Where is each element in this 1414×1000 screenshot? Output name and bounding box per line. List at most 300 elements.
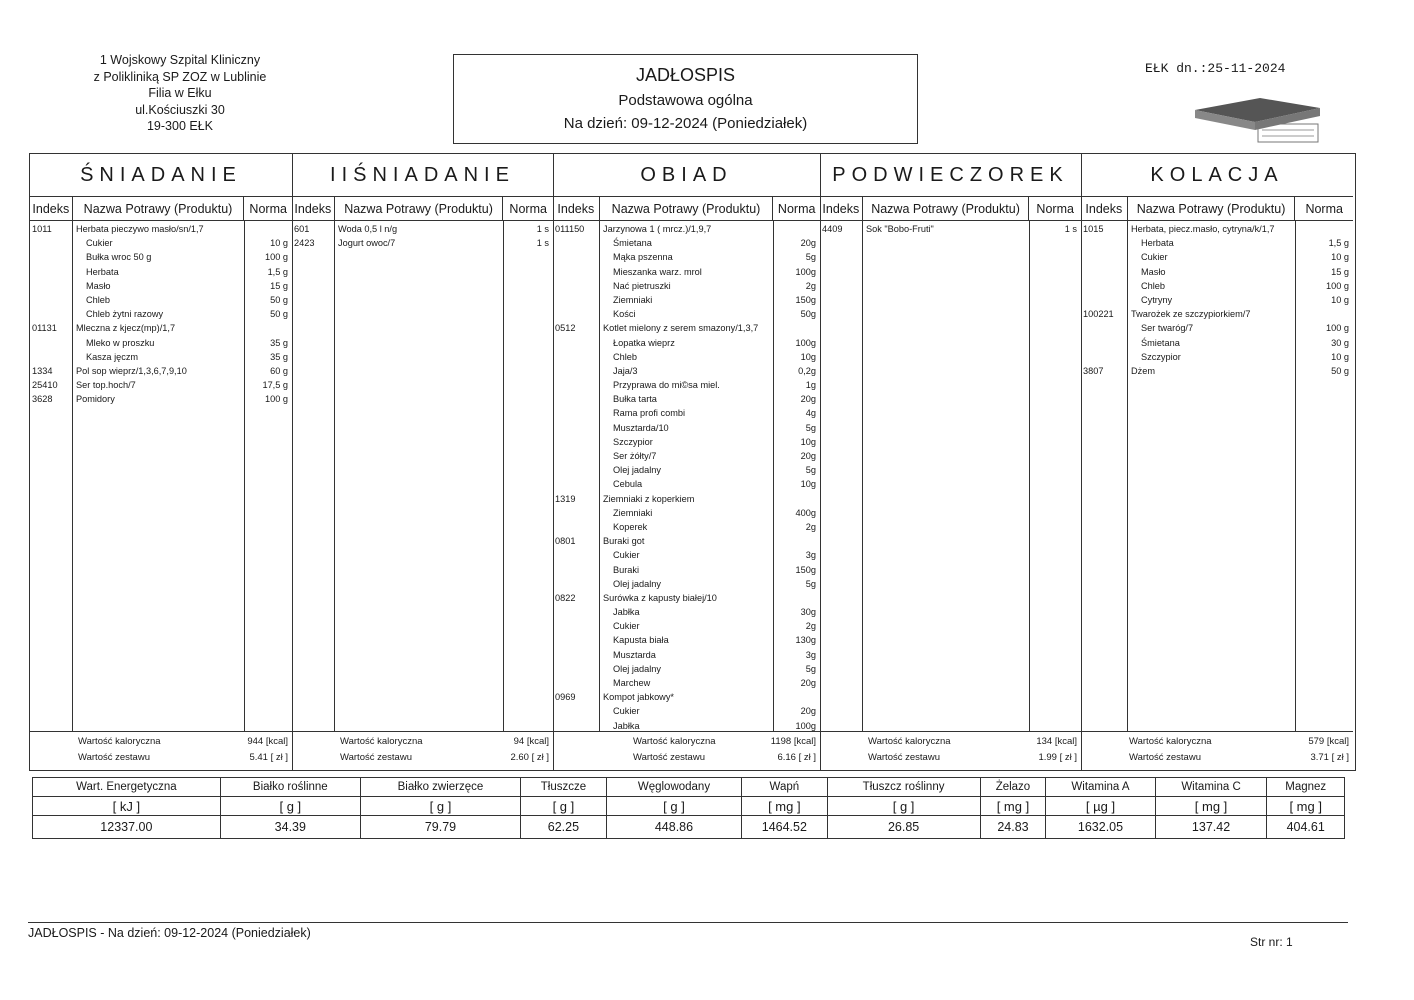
ingredient-name: Koperek: [613, 521, 648, 532]
ingredient-row: [553, 633, 820, 647]
nutrient-unit: [ mg ]: [742, 797, 827, 816]
ingredient-name: Cytryny: [1141, 294, 1173, 305]
portion-norm: 10g: [800, 351, 816, 362]
hospital-line: 1 Wojskowy Szpital Kliniczny: [99, 53, 261, 67]
nutrient-header: Magnez: [1267, 778, 1345, 797]
ingredient-row: [1081, 350, 1353, 364]
ingredient-row: [553, 563, 820, 577]
dish-name: Pol sop wieprz/1,3,6,7,9,10: [76, 365, 187, 376]
ingredient-row: [553, 421, 820, 435]
portion-norm: 20g: [800, 706, 816, 717]
ingredient-name: Olej jadalny: [613, 663, 662, 674]
portion-norm: 35 g: [270, 337, 288, 348]
ingredient-name: Cukier: [613, 550, 640, 561]
ingredient-name: Herbata: [86, 266, 119, 277]
ingredient-row: [30, 293, 292, 307]
ingredient-name: Bułka tarta: [613, 394, 657, 405]
column-header-row: [292, 197, 553, 221]
ingredient-row: [553, 350, 820, 364]
ingredient-name: Cukier: [1141, 252, 1168, 263]
portion-norm: 10 g: [1331, 252, 1349, 263]
ingredient-name: Kapusta biała: [613, 635, 669, 646]
dish-index: 0512: [555, 323, 576, 334]
hospital-line: 19-300 EŁK: [146, 119, 214, 133]
portion-norm: 100g: [795, 337, 816, 348]
portion-norm: 1 s: [1064, 224, 1077, 234]
nutrition-header-row: [33, 778, 1345, 797]
portion-norm: 10g: [800, 479, 816, 490]
portion-norm: 3g: [805, 649, 816, 660]
column-header-row: [1081, 197, 1353, 221]
meal-column: [820, 154, 1082, 770]
page-number: Str nr: 1: [1250, 935, 1293, 949]
ingredient-name: Cebula: [613, 479, 643, 490]
ingredient-name: Chleb żytni razowy: [86, 309, 164, 320]
dish-index: 25410: [32, 380, 58, 391]
meal-items: [1081, 220, 1353, 732]
nutrient-header: Białko zwierzęce: [360, 778, 520, 797]
dish-index: 3628: [32, 394, 53, 405]
portion-norm: 100 g: [1326, 280, 1349, 291]
column-header-norm: Norma: [1305, 201, 1343, 216]
ingredient-row: [553, 463, 820, 477]
portion-norm: 15 g: [270, 280, 288, 291]
portion-norm: 17,5 g: [262, 380, 288, 391]
column-header-index: Indeks: [30, 197, 73, 220]
ingredient-row: [553, 506, 820, 520]
dish-index: 0969: [555, 692, 576, 703]
footer-divider: [28, 922, 1348, 923]
nutrient-unit: [ g ]: [360, 797, 520, 816]
portion-norm: 60 g: [270, 365, 288, 376]
ingredient-row: [553, 435, 820, 449]
dish-row: [30, 392, 292, 406]
meal-title: IIŚNIADANIE: [292, 154, 553, 197]
portion-norm: 130g: [795, 635, 816, 646]
portion-norm: 2g: [805, 280, 816, 291]
cost-value: 2.60 [ zł ]: [510, 752, 549, 763]
column-divider: [1029, 220, 1030, 732]
ingredient-name: Jaja/3: [613, 365, 638, 376]
meal-title: KOLACJA: [1081, 154, 1353, 197]
ingredient-row: [1081, 321, 1353, 335]
ingredient-name: Śmietana: [613, 238, 652, 249]
dish-name: Herbata, piecz.masło, cytryna/k/1,7: [1131, 224, 1275, 234]
ingredient-name: Bułka wroc 50 g: [86, 252, 152, 263]
dish-name: Dżem: [1131, 365, 1155, 376]
portion-norm: 1,5 g: [1328, 238, 1349, 249]
calorie-value: 579 [kcal]: [1308, 736, 1349, 747]
ingredient-name: Marchew: [613, 678, 651, 688]
meal-plan-grid: [29, 153, 1356, 771]
portion-norm: 150g: [795, 564, 816, 575]
portion-norm: 1,5 g: [267, 266, 288, 277]
ingredient-row: [553, 392, 820, 406]
ingredient-name: Kasza jęczm: [86, 351, 139, 362]
portion-norm: 35 g: [270, 351, 288, 362]
ingredient-row: [553, 548, 820, 562]
ingredient-name: Cukier: [86, 238, 113, 249]
meal-column: [30, 154, 293, 770]
ingredient-row: [1081, 293, 1353, 307]
title-box: [453, 54, 918, 144]
dish-index: 601: [294, 224, 310, 234]
ingredient-row: [553, 605, 820, 619]
portion-norm: 20g: [800, 238, 816, 249]
ingredient-row: [30, 265, 292, 279]
ingredient-name: Przyprawa do mi©sa miel.: [613, 380, 720, 391]
column-header-row: [820, 197, 1081, 221]
portion-norm: 400g: [795, 507, 816, 518]
ingredient-row: [553, 704, 820, 718]
portion-norm: 20g: [800, 678, 816, 688]
nutrient-unit: [ g ]: [521, 797, 607, 816]
portion-norm: 5g: [805, 663, 816, 674]
ingredient-name: Chleb: [1141, 280, 1166, 291]
dish-row: [553, 321, 820, 335]
dish-name: Herbata pieczywo masło/sn/1,7: [76, 224, 204, 234]
ingredient-row: [553, 520, 820, 534]
ingredient-row: [553, 477, 820, 491]
calorie-value: 1198 [kcal]: [770, 736, 816, 747]
cost-label: Wartość zestawu: [868, 752, 940, 763]
meal-summary: [553, 731, 820, 770]
dish-index: 4409: [822, 224, 843, 234]
dish-row: [553, 534, 820, 548]
portion-norm: 2g: [805, 621, 816, 632]
column-header-norm: Norma: [509, 201, 547, 216]
dish-index: 01131: [32, 323, 57, 334]
nutrition-units-row: [33, 797, 1345, 816]
portion-norm: 50 g: [1331, 365, 1349, 376]
column-header-index: Indeks: [292, 197, 335, 220]
column-header-name: Nazwa Potrawy (Produktu): [73, 197, 245, 220]
nutrient-header: Tłuszcze: [521, 778, 607, 797]
dish-name: Pomidory: [76, 394, 115, 405]
nutrient-header: Węglowodany: [606, 778, 741, 797]
ingredient-name: Masło: [1141, 266, 1166, 277]
ingredient-name: Szczypior: [1141, 351, 1181, 362]
column-header-row: [553, 197, 820, 221]
dish-index: 1319: [555, 493, 576, 504]
ingredient-name: Rama profi combi: [613, 408, 685, 419]
nutrient-header: Witamina A: [1046, 778, 1155, 797]
ingredient-name: Ser żółty/7: [613, 451, 657, 461]
ingredient-row: [553, 364, 820, 378]
dish-name: Sok "Bobo-Fruti": [866, 224, 934, 234]
ingredient-row: [1081, 279, 1353, 293]
ingredient-name: Ser twaróg/7: [1141, 323, 1194, 334]
meal-summary: [1081, 731, 1353, 770]
ingredient-row: [1081, 236, 1353, 250]
portion-norm: 3g: [805, 550, 816, 561]
portion-norm: 150g: [795, 294, 816, 305]
dish-row: [553, 222, 820, 236]
dish-row: [292, 222, 553, 236]
dish-row: [553, 492, 820, 506]
dish-name: Mleczna z kjecz(mp)/1,7: [76, 323, 176, 334]
document-title: JADŁOSPIS: [635, 65, 736, 85]
nutrient-header: Białko roślinne: [220, 778, 360, 797]
calorie-label: Wartość kaloryczna: [1129, 736, 1212, 747]
portion-norm: 5g: [805, 252, 816, 263]
cost-value: 6.16 [ zł ]: [777, 752, 816, 763]
dish-name: Ziemniaki z koperkiem: [603, 493, 695, 504]
printer-logo-icon: [1190, 90, 1330, 145]
ingredient-row: [553, 336, 820, 350]
ingredient-row: [30, 279, 292, 293]
cost-value: 5.41 [ zł ]: [249, 752, 288, 763]
nutrient-header: Wart. Energetyczna: [33, 778, 221, 797]
portion-norm: 100 g: [265, 252, 288, 263]
ingredient-name: Masło: [86, 280, 111, 291]
footer-text: JADŁOSPIS - Na dzień: 09-12-2024 (Poniedziałek): [28, 926, 311, 940]
dish-row: [30, 364, 292, 378]
ingredient-name: Cukier: [613, 621, 640, 632]
ingredient-name: Mieszanka warz. mrol: [613, 266, 702, 277]
portion-norm: 10g: [800, 436, 816, 447]
column-header-row: [30, 197, 292, 221]
dish-index: 100221: [1083, 309, 1114, 320]
meal-column: [292, 154, 554, 770]
diet-type: Podstawowa ogólna: [618, 92, 753, 109]
ingredient-name: Jabłka: [613, 607, 640, 618]
dish-index: 2423: [294, 238, 315, 249]
portion-norm: 30g: [800, 607, 816, 618]
ingredient-name: Musztarda: [613, 649, 656, 660]
column-header-name: Nazwa Potrawy (Produktu): [600, 197, 774, 220]
ingredient-name: Mąka pszenna: [613, 252, 673, 263]
portion-norm: 10 g: [1331, 351, 1349, 362]
nutrient-value: 34.39: [220, 816, 360, 839]
column-header-norm: Norma: [777, 201, 816, 216]
cost-value: 1.99 [ zł ]: [1038, 752, 1077, 763]
column-header-norm: Norma: [249, 201, 287, 216]
portion-norm: 0,2g: [798, 365, 816, 376]
ingredient-name: Olej jadalny: [613, 465, 662, 476]
nutrient-unit: [ kJ ]: [33, 797, 221, 816]
ingredient-row: [553, 676, 820, 690]
calorie-label: Wartość kaloryczna: [340, 736, 423, 747]
portion-norm: 15 g: [1331, 266, 1349, 277]
dish-row: [553, 591, 820, 605]
nutrient-unit: [ µg ]: [1046, 797, 1155, 816]
portion-norm: 30 g: [1331, 337, 1349, 348]
ingredient-name: Olej jadalny: [613, 578, 662, 589]
ingredient-row: [553, 406, 820, 420]
ingredient-row: [553, 250, 820, 264]
hospital-line: Filia w Ełku: [148, 86, 212, 100]
ingredient-name: Jabłka: [613, 720, 640, 731]
dish-index: 0822: [555, 592, 576, 603]
hospital-line: z Polikliniką SP ZOZ w Lublinie: [93, 69, 267, 84]
ingredient-name: Herbata: [1141, 238, 1174, 249]
ingredient-row: [553, 279, 820, 293]
ingredient-row: [553, 236, 820, 250]
nutrient-header: Witamina C: [1155, 778, 1267, 797]
dish-name: Kotlet mielony z serem smazony/1,3,7: [603, 323, 759, 334]
meal-items: [30, 220, 292, 732]
portion-norm: 5g: [805, 422, 816, 433]
nutrient-unit: [ mg ]: [980, 797, 1046, 816]
nutrition-values-row: [33, 816, 1345, 839]
ingredient-name: Cukier: [613, 706, 640, 717]
dish-index: 0801: [555, 536, 576, 547]
ingredient-row: [553, 619, 820, 633]
hospital-address: [60, 52, 300, 135]
portion-norm: 10 g: [270, 238, 288, 249]
column-header-name: Nazwa Potrawy (Produktu): [335, 197, 504, 220]
ingredient-row: [30, 250, 292, 264]
ingredient-name: Śmietana: [1141, 337, 1180, 348]
ingredient-row: [30, 336, 292, 350]
calorie-label: Wartość kaloryczna: [633, 736, 716, 747]
ingredient-row: [1081, 265, 1353, 279]
ingredient-row: [553, 293, 820, 307]
column-header-index: Indeks: [820, 197, 863, 220]
calorie-label: Wartość kaloryczna: [78, 736, 161, 747]
meal-title: PODWIECZOREK: [820, 154, 1081, 197]
calorie-value: 944 [kcal]: [247, 736, 288, 747]
nutrient-header: Wapń: [742, 778, 827, 797]
portion-norm: 1 s: [536, 224, 549, 234]
dish-row: [30, 321, 292, 335]
ingredient-row: [30, 307, 292, 321]
portion-norm: 100 g: [265, 394, 288, 405]
hospital-line: ul.Kościuszki 30: [135, 102, 225, 117]
dish-row: [30, 378, 292, 392]
portion-norm: 50g: [800, 309, 816, 320]
nutrient-unit: [ mg ]: [1155, 797, 1267, 816]
nutrient-header: Tłuszcz roślinny: [827, 778, 980, 797]
dish-row: [1081, 364, 1353, 378]
meal-items: [292, 220, 553, 732]
nutrient-value: 1632.05: [1046, 816, 1155, 839]
ingredient-name: Ziemniaki: [613, 507, 653, 518]
ingredient-row: [553, 307, 820, 321]
ingredient-row: [553, 577, 820, 591]
ingredient-name: Chleb: [613, 351, 638, 362]
nutrient-unit: [ g ]: [827, 797, 980, 816]
cost-label: Wartość zestawu: [1129, 752, 1201, 763]
dish-index: 1015: [1083, 224, 1104, 234]
nutrient-value: 26.85: [827, 816, 980, 839]
dish-index: 3807: [1083, 365, 1104, 376]
dish-name: Twarożek ze szczypiorkiem/7: [1131, 309, 1251, 320]
nutrient-unit: [ g ]: [606, 797, 741, 816]
ingredient-row: [553, 265, 820, 279]
ingredient-name: Ziemniaki: [613, 294, 653, 305]
column-header-name: Nazwa Potrawy (Produktu): [1128, 197, 1296, 220]
meal-summary: [292, 731, 553, 770]
portion-norm: 2g: [805, 521, 816, 532]
meal-title: OBIAD: [553, 154, 820, 197]
portion-norm: 5g: [805, 465, 816, 476]
issue-date-stamp: EŁK dn.:25-11-2024: [1145, 61, 1286, 76]
meal-title: ŚNIADANIE: [30, 154, 292, 197]
dish-name: Jogurt owoc/7: [338, 238, 396, 249]
ingredient-name: Musztarda/10: [613, 422, 669, 433]
ingredient-name: Nać pietruszki: [613, 280, 671, 291]
portion-norm: 1 s: [536, 238, 549, 249]
portion-norm: 20g: [800, 394, 816, 405]
ingredient-name: Kości: [613, 309, 636, 320]
nutrition-summary-table: [32, 777, 1345, 839]
calorie-value: 134 [kcal]: [1036, 736, 1077, 747]
portion-norm: 20g: [800, 451, 816, 461]
dish-name: Kompot jabkowy*: [603, 692, 674, 703]
dish-row: [1081, 307, 1353, 321]
dish-name: Jarzynowa 1 ( mrcz.)/1,9,7: [603, 224, 712, 234]
ingredient-row: [553, 378, 820, 392]
portion-norm: 10 g: [1331, 294, 1349, 305]
menu-date: Na dzień: 09-12-2024 (Poniedziałek): [563, 115, 808, 132]
nutrient-value: 62.25: [521, 816, 607, 839]
dish-name: Ser top.hoch/7: [76, 380, 136, 391]
dish-name: Buraki got: [603, 536, 645, 547]
nutrient-value: 404.61: [1267, 816, 1345, 839]
nutrient-unit: [ g ]: [220, 797, 360, 816]
meal-items: [553, 220, 820, 732]
column-divider: [503, 220, 504, 732]
meal-items: [820, 220, 1081, 732]
cost-label: Wartość zestawu: [340, 752, 412, 763]
column-header-norm: Norma: [1036, 201, 1074, 216]
column-divider: [862, 220, 863, 732]
portion-norm: 100 g: [1326, 323, 1349, 334]
dish-name: Woda 0,5 l n/g: [338, 224, 398, 234]
dish-row: [292, 236, 553, 250]
nutrient-header: Żelazo: [980, 778, 1046, 797]
portion-norm: 50 g: [270, 309, 288, 320]
ingredient-row: [1081, 250, 1353, 264]
dish-row: [553, 690, 820, 704]
nutrient-value: 24.83: [980, 816, 1046, 839]
cost-label: Wartość zestawu: [78, 752, 150, 763]
dish-row: [30, 222, 292, 236]
column-header-index: Indeks: [553, 197, 600, 220]
portion-norm: 5g: [805, 578, 816, 589]
ingredient-row: [553, 648, 820, 662]
nutrient-value: 12337.00: [33, 816, 221, 839]
ingredient-name: Buraki: [613, 564, 640, 575]
ingredient-row: [30, 236, 292, 250]
nutrient-value: 1464.52: [742, 816, 827, 839]
calorie-value: 94 [kcal]: [513, 736, 549, 747]
ingredient-row: [553, 449, 820, 463]
meal-summary: [30, 731, 292, 770]
column-header-index: Indeks: [1081, 197, 1128, 220]
ingredient-row: [553, 662, 820, 676]
dish-row: [820, 222, 1081, 236]
nutrient-value: 448.86: [606, 816, 741, 839]
dish-name: Surówka z kapusty białej/10: [603, 592, 717, 603]
dish-index: 1011: [32, 224, 52, 234]
column-divider: [334, 220, 335, 732]
nutrient-unit: [ mg ]: [1267, 797, 1345, 816]
cost-label: Wartość zestawu: [633, 752, 705, 763]
portion-norm: 50 g: [270, 294, 288, 305]
dish-row: [1081, 222, 1353, 236]
ingredient-row: [30, 350, 292, 364]
meal-column: [1081, 154, 1353, 770]
portion-norm: 4g: [805, 408, 816, 419]
portion-norm: 1g: [805, 380, 816, 391]
portion-norm: 100g: [795, 266, 816, 277]
meal-column: [553, 154, 821, 770]
portion-norm: 100g: [795, 720, 816, 731]
ingredient-row: [1081, 336, 1353, 350]
